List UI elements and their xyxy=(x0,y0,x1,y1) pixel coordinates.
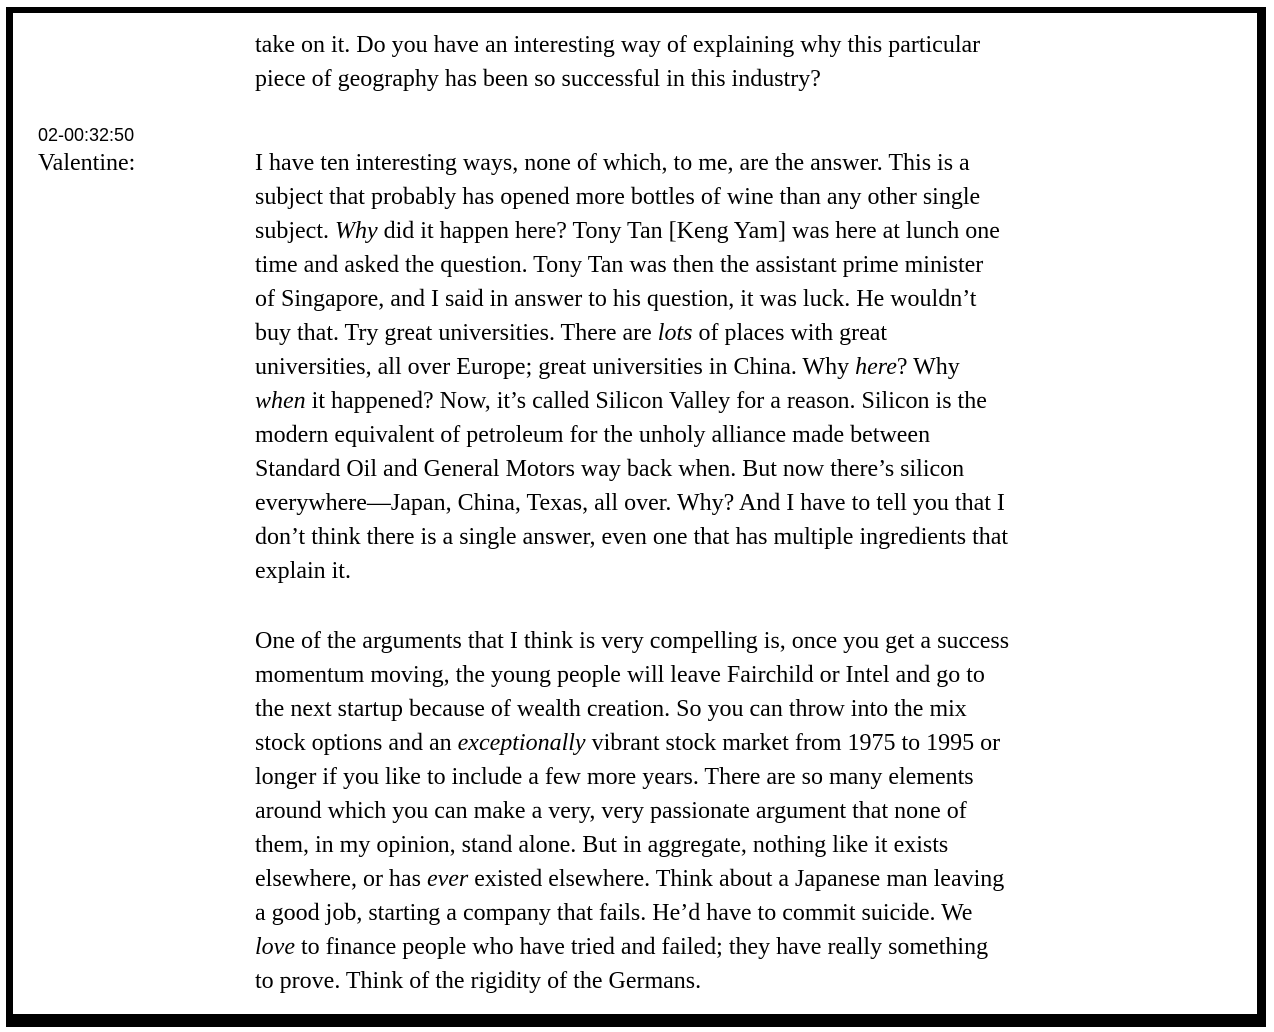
text-line xyxy=(255,794,1009,828)
transcript-block xyxy=(38,28,1257,96)
text-line xyxy=(255,658,1009,692)
text-segment: subject. xyxy=(255,218,335,244)
text-line xyxy=(255,760,1009,794)
text-line xyxy=(255,624,1009,658)
italic-text-segment: lots xyxy=(657,320,693,346)
text-segment: explain it. xyxy=(255,558,351,584)
italic-text-segment: love xyxy=(255,934,295,960)
text-segment: vibrant stock market from 1975 to 1995 or xyxy=(585,730,1001,756)
italic-text-segment: Why xyxy=(334,218,378,244)
transcript-block xyxy=(38,124,1257,588)
text-segment: of Singapore, and I said in answer to his question, it was luck. He wouldn’t xyxy=(255,286,977,312)
text-segment: longer if you like to include a few more years. There are so many elements xyxy=(255,764,974,790)
italic-text-segment: ever xyxy=(426,866,469,892)
text-line xyxy=(255,896,1009,930)
italic-text-segment: exceptionally xyxy=(457,730,586,756)
text-line xyxy=(255,862,1009,896)
text-line xyxy=(255,554,1008,588)
italic-text-segment: here xyxy=(855,354,897,380)
text-segment: to prove. Think of the rigidity of the Germans. xyxy=(255,968,702,994)
text-segment: elsewhere, or has xyxy=(255,866,427,892)
text-segment: buy that. Try great universities. There are xyxy=(255,320,658,346)
text-segment: subject that probably has opened more bottles of wine than any other single xyxy=(255,184,981,210)
timecode-label: 02-00:32:50 xyxy=(38,125,135,145)
text-line xyxy=(255,828,1009,862)
transcript-block xyxy=(38,624,1257,998)
transcript-content xyxy=(13,13,1257,1014)
text-segment: I have ten interesting ways, none of which, to me, are the answer. This is a xyxy=(255,150,970,176)
text-segment: take on it. Do you have an interesting way of explaining why this particular xyxy=(255,32,981,58)
text-segment: to finance people who have tried and failed; they have really something xyxy=(294,934,989,960)
text-line xyxy=(255,248,1008,282)
italic-text-segment: when xyxy=(255,388,306,414)
text-segment: stock options and an xyxy=(255,730,458,756)
text-line xyxy=(255,520,1008,554)
text-line xyxy=(255,692,1009,726)
text-line xyxy=(255,486,1008,520)
text-segment: did it happen here? Tony Tan [Keng Yam] was here at lunch one xyxy=(377,218,1000,244)
text-segment: it happened? Now, it’s called Silicon Valley for a reason. Silicon is the xyxy=(305,388,987,414)
text-line xyxy=(255,964,1009,998)
text-segment: a good job, starting a company that fails. He’d have to commit suicide. We xyxy=(255,900,973,926)
text-segment: time and asked the question. Tony Tan was then the assistant prime minister xyxy=(255,252,984,278)
text-line xyxy=(255,384,1008,418)
text-segment: them, in my opinion, stand alone. But in aggregate, nothing like it exists xyxy=(255,832,949,858)
text-segment: everywhere—Japan, China, Texas, all over. Why? And I have to tell you that I xyxy=(255,490,1005,516)
text-segment: around which you can make a very, very passionate argument that none of xyxy=(255,798,967,824)
text-line xyxy=(255,930,1009,964)
page-frame xyxy=(6,7,1266,1027)
text-segment: momentum moving, the young people will leave Fairchild or Intel and go to xyxy=(255,662,985,688)
text-line xyxy=(255,418,1008,452)
text-segment: modern equivalent of petroleum for the unholy alliance made between xyxy=(255,422,931,448)
paragraph-text xyxy=(255,624,1009,998)
text-segment: of places with great xyxy=(692,320,888,346)
text-line xyxy=(255,28,980,62)
text-segment: existed elsewhere. Think about a Japanese man leaving xyxy=(468,866,1005,892)
paragraph-text xyxy=(255,124,1008,588)
speaker-label: Valentine: xyxy=(38,150,136,176)
paragraph-text xyxy=(255,28,980,96)
text-segment: Standard Oil and General Motors way back when. But now there’s silicon xyxy=(255,456,965,482)
text-line xyxy=(255,726,1009,760)
text-line xyxy=(255,282,1008,316)
text-segment: the next startup because of wealth creation. So you can throw into the mix xyxy=(255,696,967,722)
text-segment: ? Why xyxy=(896,354,960,380)
text-line xyxy=(255,146,1008,180)
speaker-gutter xyxy=(38,124,255,180)
text-line xyxy=(255,316,1008,350)
text-segment: don’t think there is a single answer, even one that has multiple ingredients that xyxy=(255,524,1009,550)
text-line xyxy=(255,180,1008,214)
text-segment: universities, all over Europe; great universities in China. Why xyxy=(255,354,856,380)
text-line xyxy=(255,350,1008,384)
text-line xyxy=(255,452,1008,486)
text-segment: piece of geography has been so successful in this industry? xyxy=(255,66,821,92)
text-segment: One of the arguments that I think is very compelling is, once you get a success xyxy=(255,628,1010,654)
text-line xyxy=(255,62,980,96)
text-line xyxy=(255,214,1008,248)
